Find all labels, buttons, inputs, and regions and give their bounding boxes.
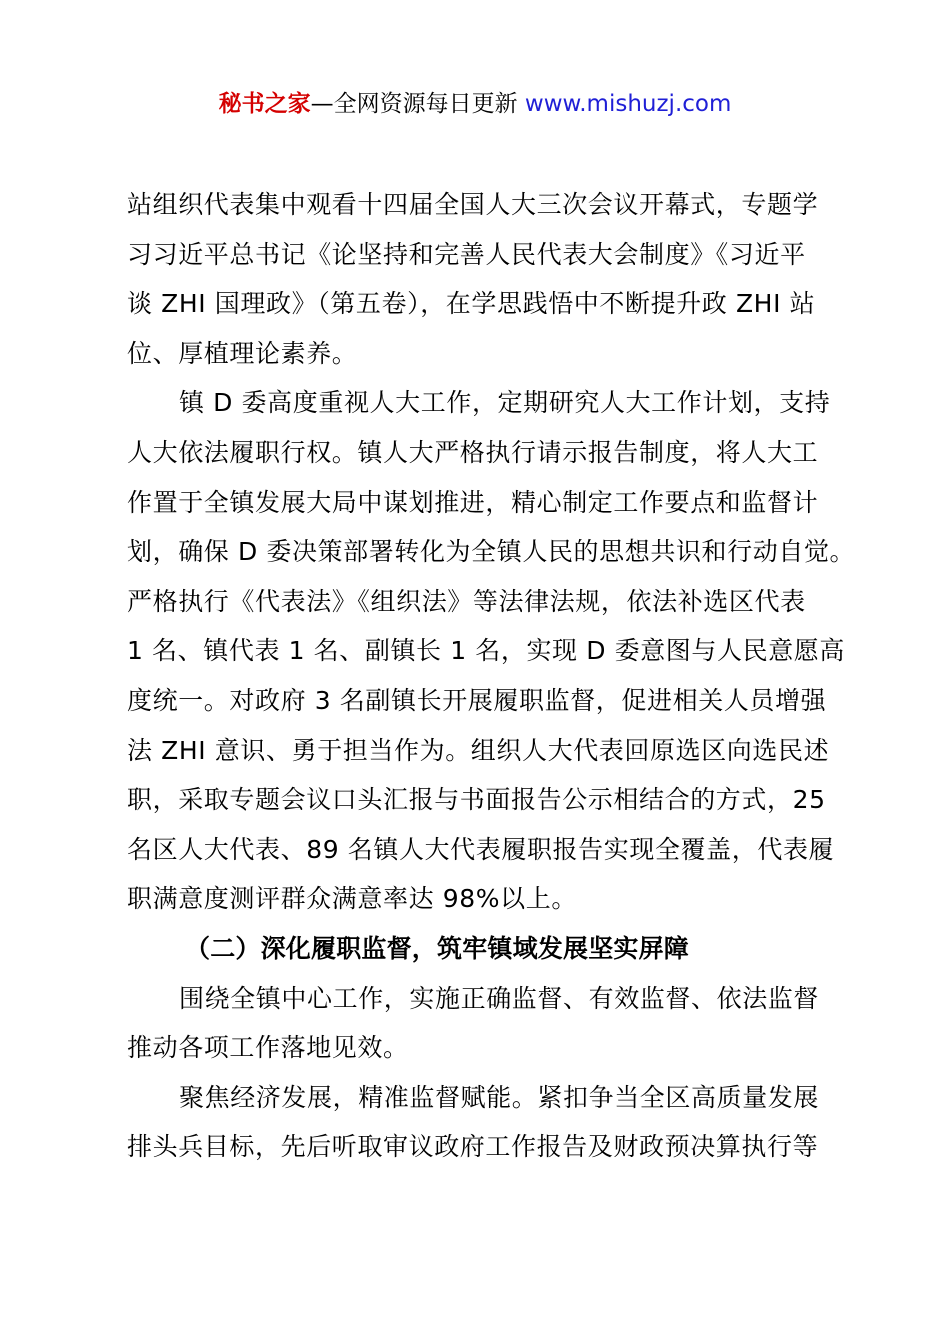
text-line: 划，确保 D 委决策部署转化为全镇人民的思想共识和行动自觉。	[127, 537, 856, 567]
text-line: 名区人大代表、89 名镇人大代表履职报告实现全覆盖，代表履	[127, 834, 835, 864]
text-line: 度统一。对政府 3 名副镇长开展履职监督，促进相关人员增强	[127, 685, 827, 715]
text-line: 习习近平总书记《论坚持和完善人民代表大会制度》《习近平	[127, 239, 806, 269]
text-line: 谈 ZHI 国理政》（第五卷），在学思践悟中不断提升政 ZHI 站	[127, 289, 816, 319]
text-line: 排头兵目标，先后听取审议政府工作报告及财政预决算执行等	[127, 1132, 819, 1162]
site-header	[0, 88, 950, 120]
header-separator: —	[310, 91, 334, 117]
text-line: 站组织代表集中观看十四届全国人大三次会议开幕式，专题学	[127, 190, 819, 219]
site-url[interactable]: www.mishuzj.com	[524, 91, 732, 117]
site-brand: 秘书之家	[218, 91, 311, 117]
text-line: 推动各项工作落地见效。	[127, 1033, 409, 1063]
text-line: 职，采取专题会议口头汇报与书面报告公示相结合的方式，25	[127, 785, 826, 815]
document-body	[127, 180, 856, 1172]
paragraph-first-line: 聚焦经济发展，精准监督赋能。紧扣争当全区高质量发展	[179, 1082, 820, 1112]
section-heading: （二）深化履职监督，筑牢镇域发展坚实屏障	[185, 933, 690, 963]
text-line: 1 名、镇代表 1 名、副镇长 1 名，实现 D 委意图与人民意愿高	[127, 636, 845, 666]
text-line: 职满意度测评群众满意率达 98%以上。	[127, 884, 577, 914]
text-line: 严格执行《代表法》《组织法》等法律法规，依法补选区代表	[127, 586, 806, 616]
text-line: 人大依法履职行权。镇人大严格执行请示报告制度，将人大工	[127, 437, 819, 467]
text-line: 作置于全镇发展大局中谋划推进，精心制定工作要点和监督计	[127, 487, 819, 517]
site-tagline: 全网资源每日更新	[333, 91, 518, 117]
text-line: 位、厚植理论素养。	[127, 338, 358, 368]
paragraph-first-line: 围绕全镇中心工作，实施正确监督、有效监督、依法监督	[179, 983, 820, 1013]
text-line: 法 ZHI 意识、勇于担当作为。组织人大代表回原选区向选民述	[127, 735, 830, 765]
paragraph-first-line: 镇 D 委高度重视人大工作，定期研究人大工作计划，支持	[179, 388, 831, 418]
